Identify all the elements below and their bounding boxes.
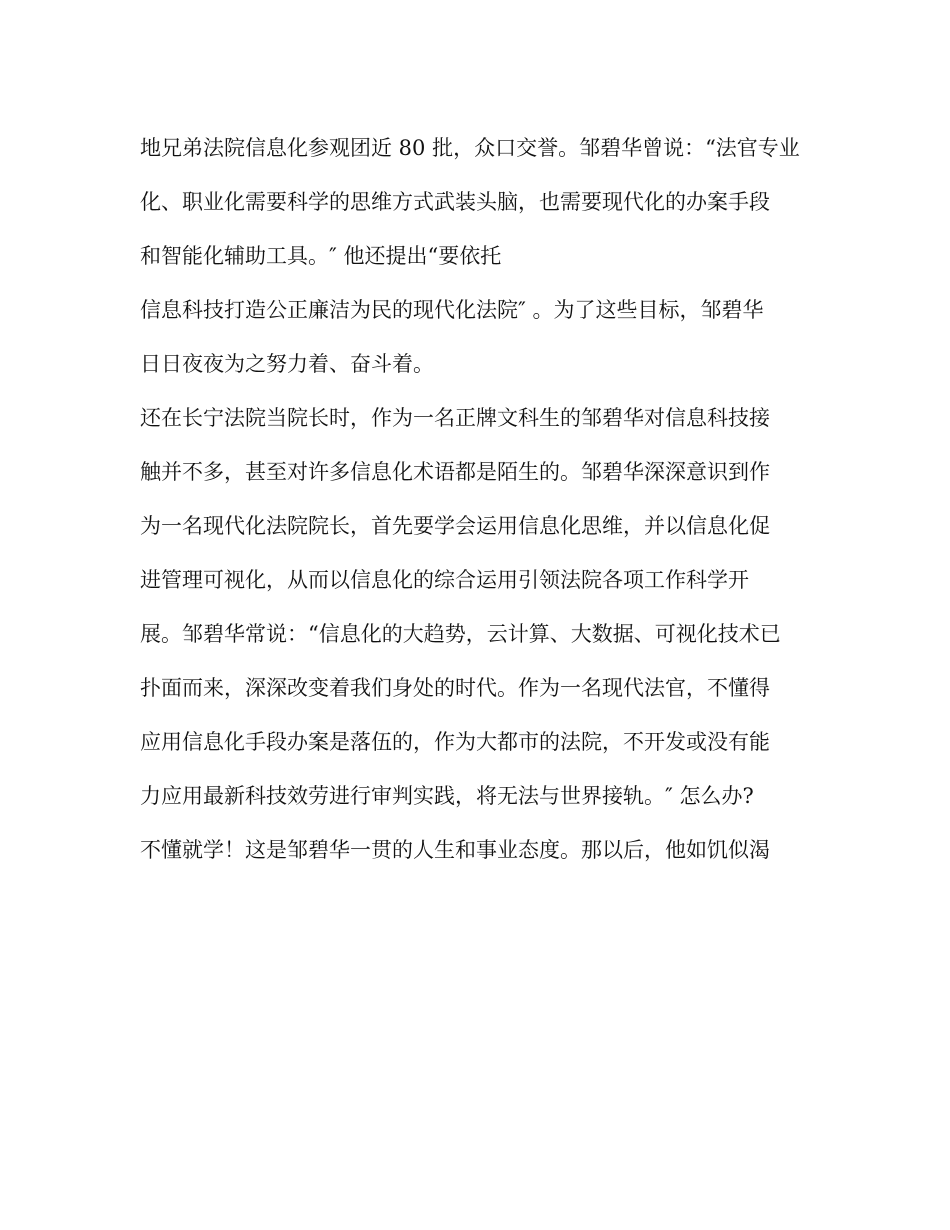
- text-line: 化、职业化需要科学的思维方式武装头脑，也需要现代化的办案手段: [140, 190, 770, 214]
- text-line: 扑面而来，深深改变着我们身处的时代。作为一名现代法官，不懂得: [140, 676, 770, 700]
- text-line: 日日夜夜为之努力着、奋斗着。: [140, 352, 434, 376]
- text-line: 地兄弟法院信息化参观团近 80 批，众口交誉。邹碧华曾说：“法官专业: [140, 136, 800, 160]
- text-line: 信息科技打造公正廉洁为民的现代化法院″ 。为了这些目标，邹碧华: [140, 298, 764, 322]
- text-line: 还在长宁法院当院长时，作为一名正牌文科生的邹碧华对信息科技接: [140, 406, 770, 430]
- text-line: 为一名现代化法院院长，首先要学会运用信息化思维，并以信息化促: [140, 514, 770, 538]
- text-line: 展。邹碧华常说：“信息化的大趋势，云计算、大数据、可视化技术已: [140, 622, 781, 646]
- text-line: 不懂就学！这是邹碧华一贯的人生和事业态度。那以后，他如饥似渴: [140, 838, 770, 862]
- text-line: 进管理可视化，从而以信息化的综合运用引领法院各项工作科学开: [140, 568, 749, 592]
- text-line: 力应用最新科技效劳进行审判实践，将无法与世界接轨。″ 怎么办?: [140, 784, 754, 808]
- text-line: 应用信息化手段办案是落伍的，作为大都市的法院，不开发或没有能: [140, 730, 770, 754]
- text-line: 触并不多，甚至对许多信息化术语都是陌生的。邹碧华深深意识到作: [140, 460, 770, 484]
- text-line: 和智能化辅助工具。″ 他还提出“要依托: [140, 244, 502, 268]
- document-body: [140, 121, 830, 877]
